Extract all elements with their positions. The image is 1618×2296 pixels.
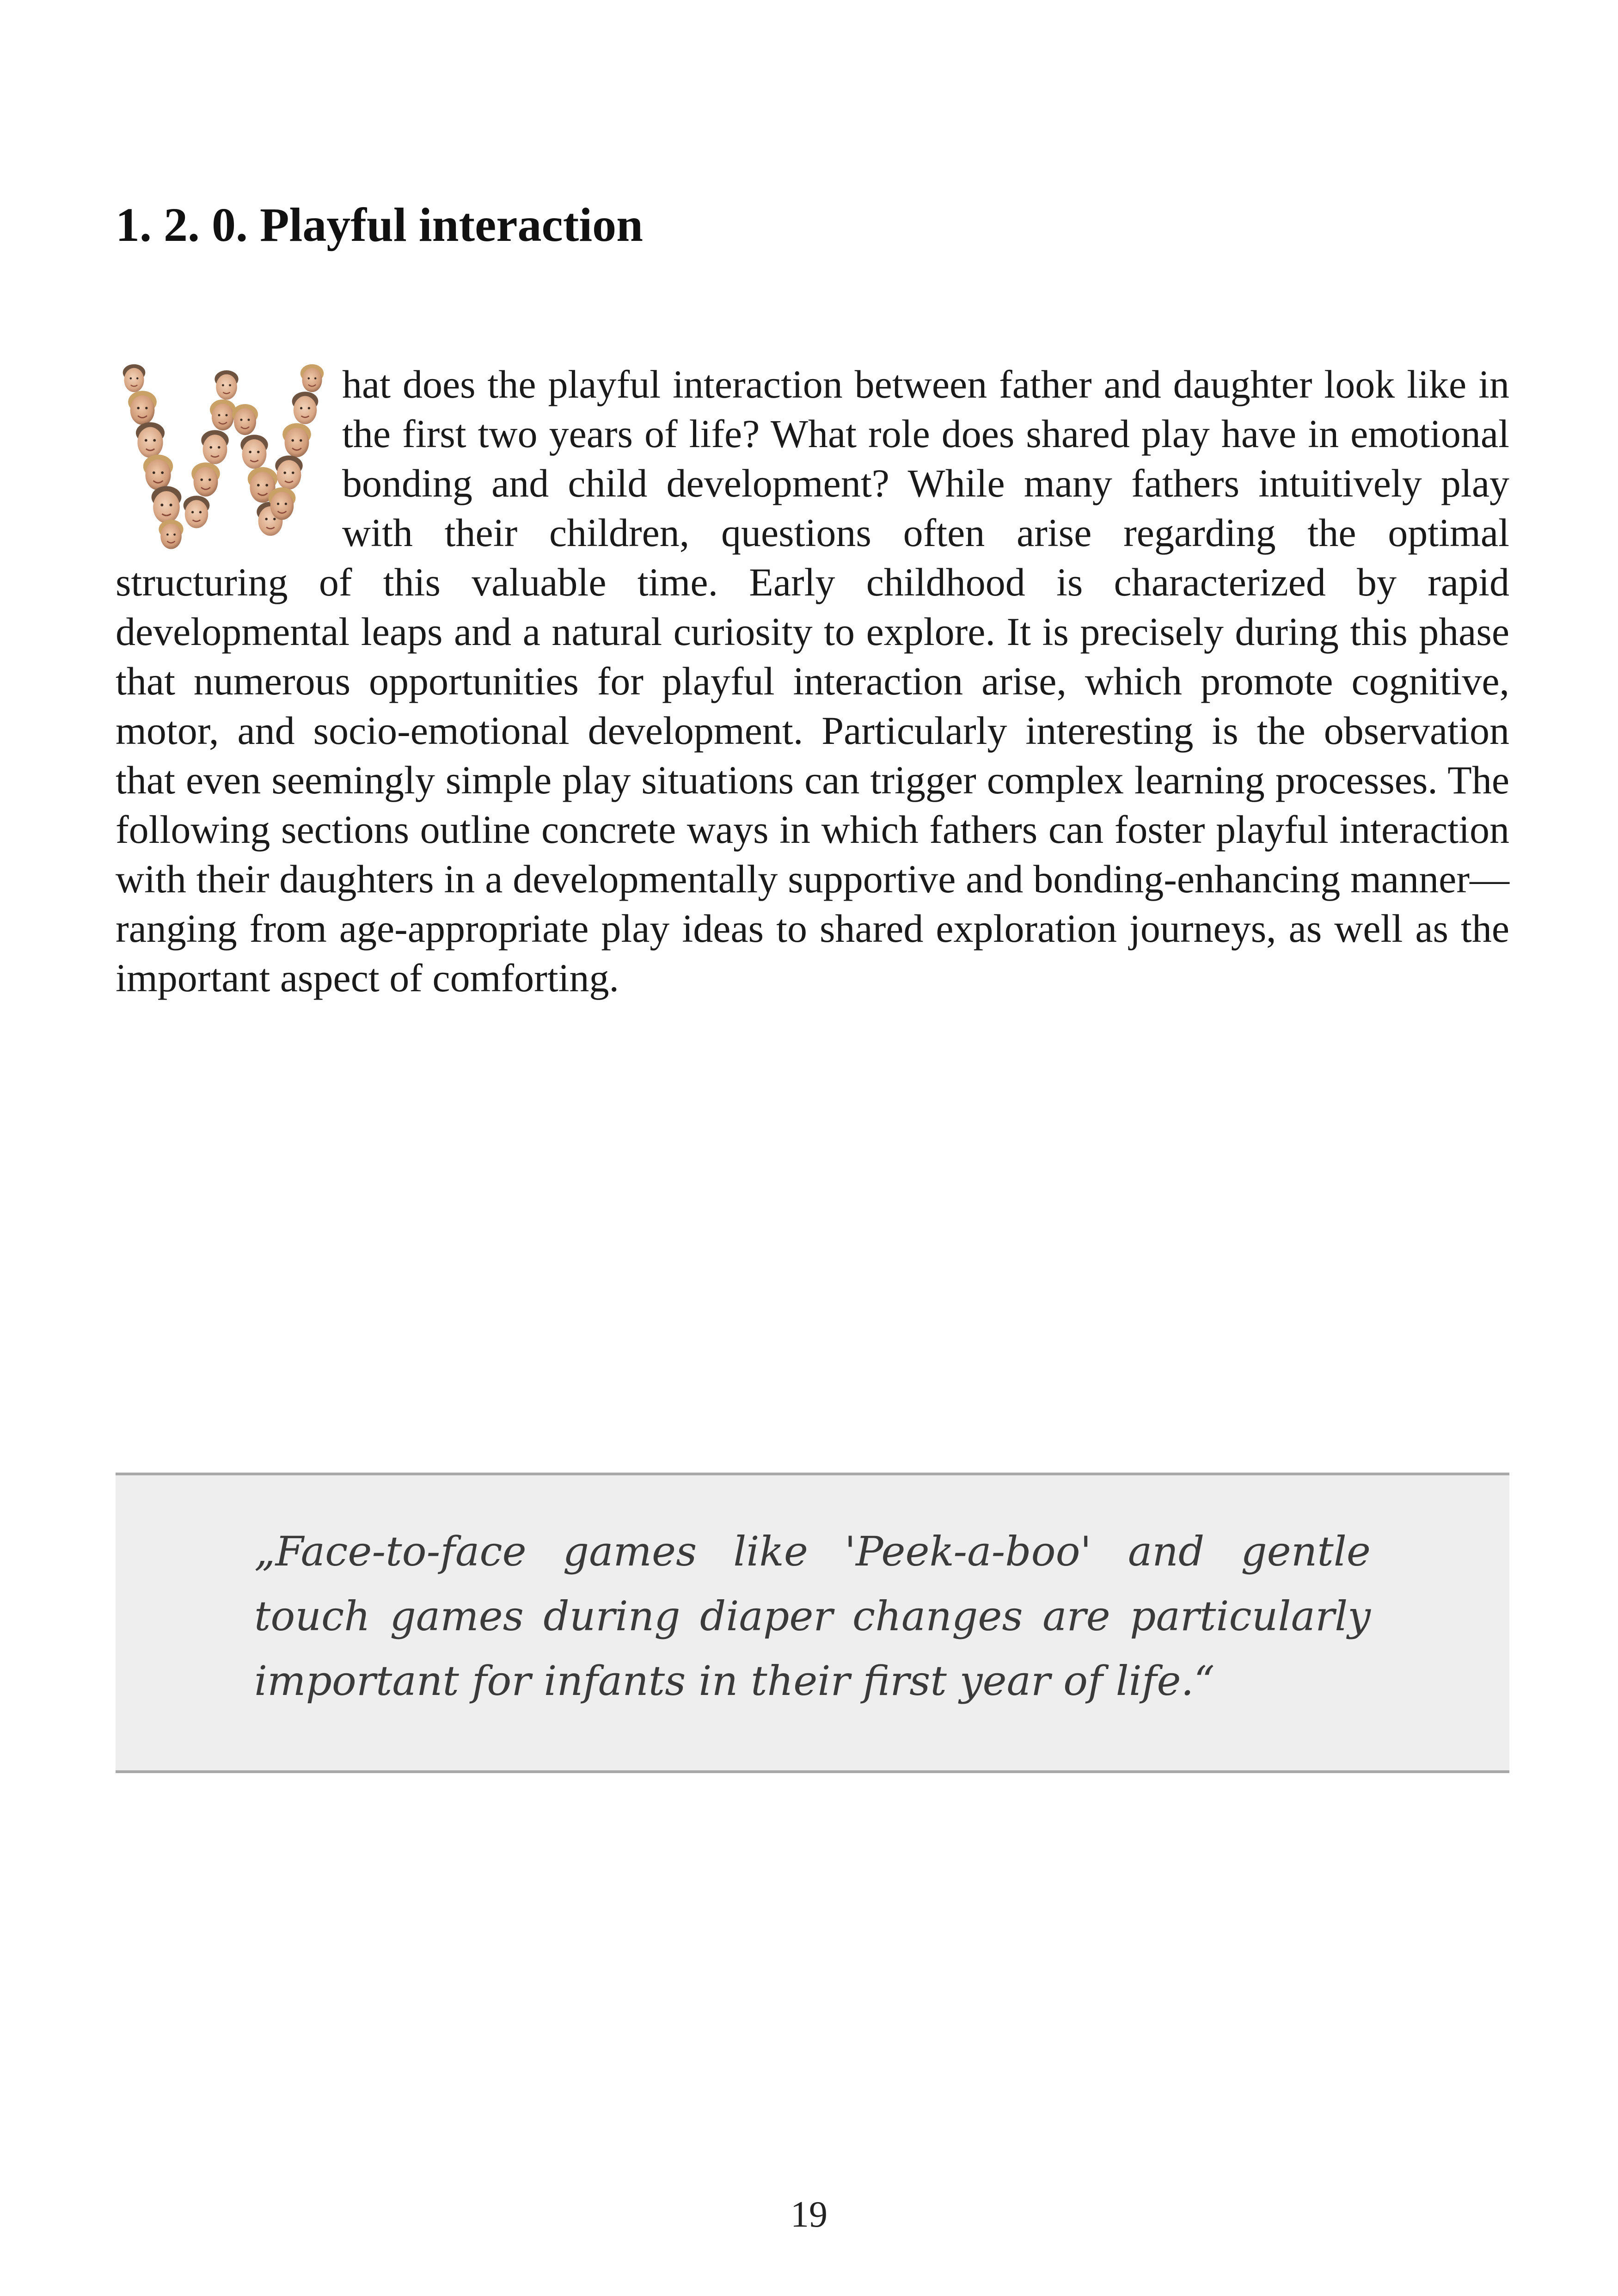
page-number: 19 [791, 2194, 827, 2235]
dropcap-face-collage-letter [116, 362, 333, 555]
intro-paragraph [116, 360, 1509, 1003]
pull-quote-text: „Face-to-face games like 'Peek-a-boo' and gentle touch games during diaper changes are particularly important for infants in their first year of life.“ [254, 1528, 1371, 1705]
intro-text: hat does the playful interaction between father and daughter look like in the first two years of life? What role does shared play have in emotional bonding and child development? While many fathers intuitively play with their children, questions often arise regarding the optimal structuring of this valuable time. Early childhood is characterized by rapid developmental leaps and a natural curiosity to explore. It is precisely during this phase that numerous opportunities for playful interaction arise, which promote cognitive, motor, and socio-emotional development. Particularly interesting is the observation that even seemingly simple play situations can trigger complex learning processes. The following sections outline concrete ways in which fathers can foster playful interaction with their daughters in a developmentally supportive and bonding-enhancing manner—ranging from age-appropriate play ideas to shared exploration journeys, as well as the important aspect of comforting. [116, 362, 1509, 1000]
face-collage-w-icon [116, 362, 333, 555]
section-heading: 1. 2. 0. Playful interaction [116, 198, 644, 252]
pull-quote-box [116, 1473, 1509, 1773]
